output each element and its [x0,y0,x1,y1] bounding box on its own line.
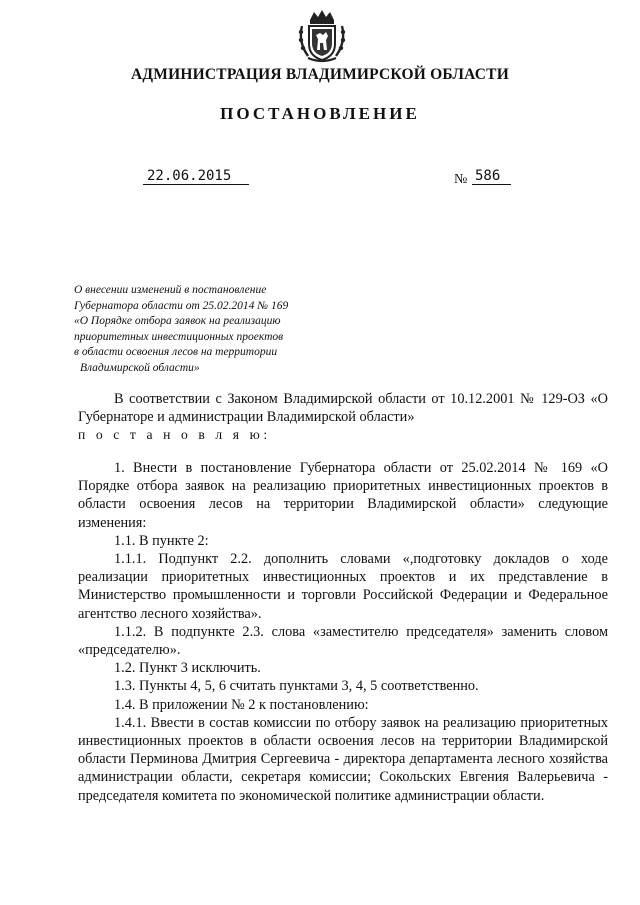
item-1: 1. Внести в постановление Губернатора области от 25.02.2014 № 169 «О Порядке отбора заявок на реализацию приоритетных инвестиционных проектов в области освоения лесов на территории Владимирской области» следующие изменения: [78,460,608,531]
subject-line: «О Порядке отбора заявок на реализацию [74,315,281,328]
item-1-2: 1.2. Пункт 3 исключить. [114,660,261,677]
preamble-text: В соответствии с Законом Владимирской области от 10.12.2001 № 129-ОЗ «О Губернаторе и администрации Владимирской области» [78,391,608,426]
decree-word: п о с т а н о в л я ю: [78,427,271,442]
subject-line: Губернатора области от 25.02.2014 № 169 [74,299,289,312]
item-1-1-1: 1.1.1. Подпункт 2.2. дополнить словами «,подготовку докладов о ходе реализации приоритетных инвестиционных проектов и их представление в Министерство промышленности и торговли Российской Федерации и Федеральное агентство лесного хозяйства». [78,551,608,622]
subject-line: О внесении изменений в постановление [74,284,267,296]
item-1-4: 1.4. В приложении № 2 к постановлению: [114,696,369,713]
document-subject [74,283,374,377]
document-date: 22.06.2015 [143,168,249,185]
organization-name: АДМИНИСТРАЦИЯ ВЛАДИМИРСКОЙ ОБЛАСТИ [131,66,509,83]
item-1-1: 1.1. В пункте 2: [114,532,209,549]
subject-line: Владимирской области» [80,361,200,374]
item-1-4-1: 1.4.1. Ввести в состав комиссии по отбору заявок на реализацию приоритетных инвестиционных проектов в области освоения лесов на территории Владимирской области Перминова Дмитрия Сергеевича - директора департамента лесного хозяйства администрации области, секретаря комиссии; Сокольских Евгения Валерьевича - председателя комитета по экономической политике администрации области. [78,714,608,804]
subject-line: приоритетных инвестиционных проектов [74,330,284,343]
item-1-1-2: 1.1.2. В подпункте 2.3. слова «заместителю председателя» заменить словом «председателю». [78,623,608,659]
item-1-3: 1.3. Пункты 4, 5, 6 считать пунктами 3, 4, 5 соответственно. [114,678,479,695]
main-text [78,459,608,805]
subject-line: в области освоения лесов на территории [74,346,278,359]
coat-of-arms-icon [296,8,348,64]
number-label: № [454,172,468,187]
document-type-title: ПОСТАНОВЛЕНИЕ [220,104,420,123]
document-number: 586 [472,168,511,185]
